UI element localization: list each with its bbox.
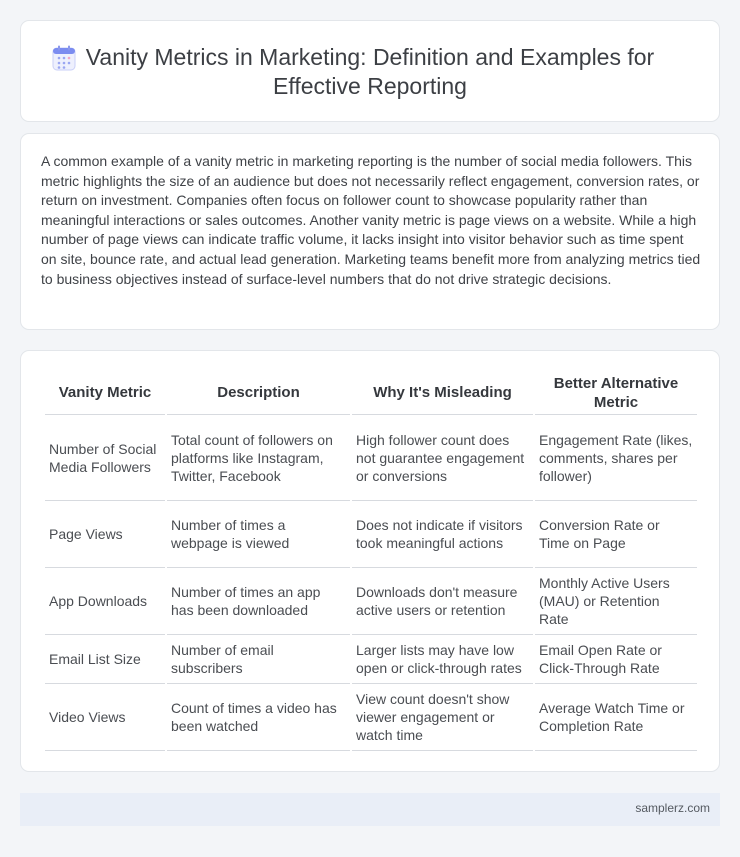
- table-row: [45, 568, 697, 635]
- cell-why-misleading: Larger lists may have low open or click-through rates: [352, 635, 533, 684]
- table-row: [45, 684, 697, 751]
- cell-vanity-metric: Video Views: [45, 684, 165, 751]
- footer-site-link[interactable]: samplerz.com: [635, 801, 710, 815]
- table-row: [45, 415, 697, 501]
- cell-why-misleading: View count doesn't show viewer engagement or watch time: [352, 684, 533, 751]
- cell-description: Count of times a video has been watched: [167, 684, 350, 751]
- column-header-why-misleading: Why It's Misleading: [352, 367, 533, 415]
- column-header-description: Description: [167, 367, 350, 415]
- title-card: [20, 20, 720, 122]
- intro-paragraph: A common example of a vanity metric in marketing reporting is the number of social media followers. This metric highlights the size of an audience but does not necessarily reflect engagement, conversion rates, or return on investment. Companies often focus on follower count to showcase popularity rather than meaningful interactions or sales outcomes. Another vanity metric is page views on a website. While a high number of page views can indicate traffic volume, it lacks insight into visitor behavior such as time spent on site, bounce rate, and actual lead generation. Marketing teams benefit more from analyzing metrics tied to business objectives instead of surface-level numbers that do not drive strategic decisions.: [41, 153, 701, 287]
- cell-better-alternative: Conversion Rate or Time on Page: [535, 501, 697, 568]
- cell-vanity-metric: Page Views: [45, 501, 165, 568]
- cell-description: Number of email subscribers: [167, 635, 350, 684]
- intro-card: [20, 133, 720, 330]
- column-header-better-alternative: Better Alternative Metric: [535, 367, 697, 415]
- column-header-vanity-metric: Vanity Metric: [45, 367, 165, 415]
- cell-better-alternative: Email Open Rate or Click-Through Rate: [535, 635, 697, 684]
- cell-why-misleading: Downloads don't measure active users or retention: [352, 568, 533, 635]
- cell-vanity-metric: App Downloads: [45, 568, 165, 635]
- cell-description: Total count of followers on platforms like Instagram, Twitter, Facebook: [167, 415, 350, 501]
- cell-better-alternative: Monthly Active Users (MAU) or Retention Rate: [535, 568, 697, 635]
- table-card: [20, 350, 720, 772]
- cell-why-misleading: High follower count does not guarantee engagement or conversions: [352, 415, 533, 501]
- footer-bar: [20, 793, 720, 826]
- table-row: [45, 501, 697, 568]
- table-header-row: [45, 367, 697, 415]
- table-row: [45, 635, 697, 684]
- cell-vanity-metric: Email List Size: [45, 635, 165, 684]
- cell-vanity-metric: Number of Social Media Followers: [45, 415, 165, 501]
- cell-better-alternative: Engagement Rate (likes, comments, shares per follower): [535, 415, 697, 501]
- cell-description: Number of times an app has been downloaded: [167, 568, 350, 635]
- cell-description: Number of times a webpage is viewed: [167, 501, 350, 568]
- metrics-table: [43, 367, 699, 751]
- cell-better-alternative: Average Watch Time or Completion Rate: [535, 684, 697, 751]
- cell-why-misleading: Does not indicate if visitors took meaningful actions: [352, 501, 533, 568]
- page-title: Vanity Metrics in Marketing: Definition and Examples for Effective Reporting: [85, 44, 655, 99]
